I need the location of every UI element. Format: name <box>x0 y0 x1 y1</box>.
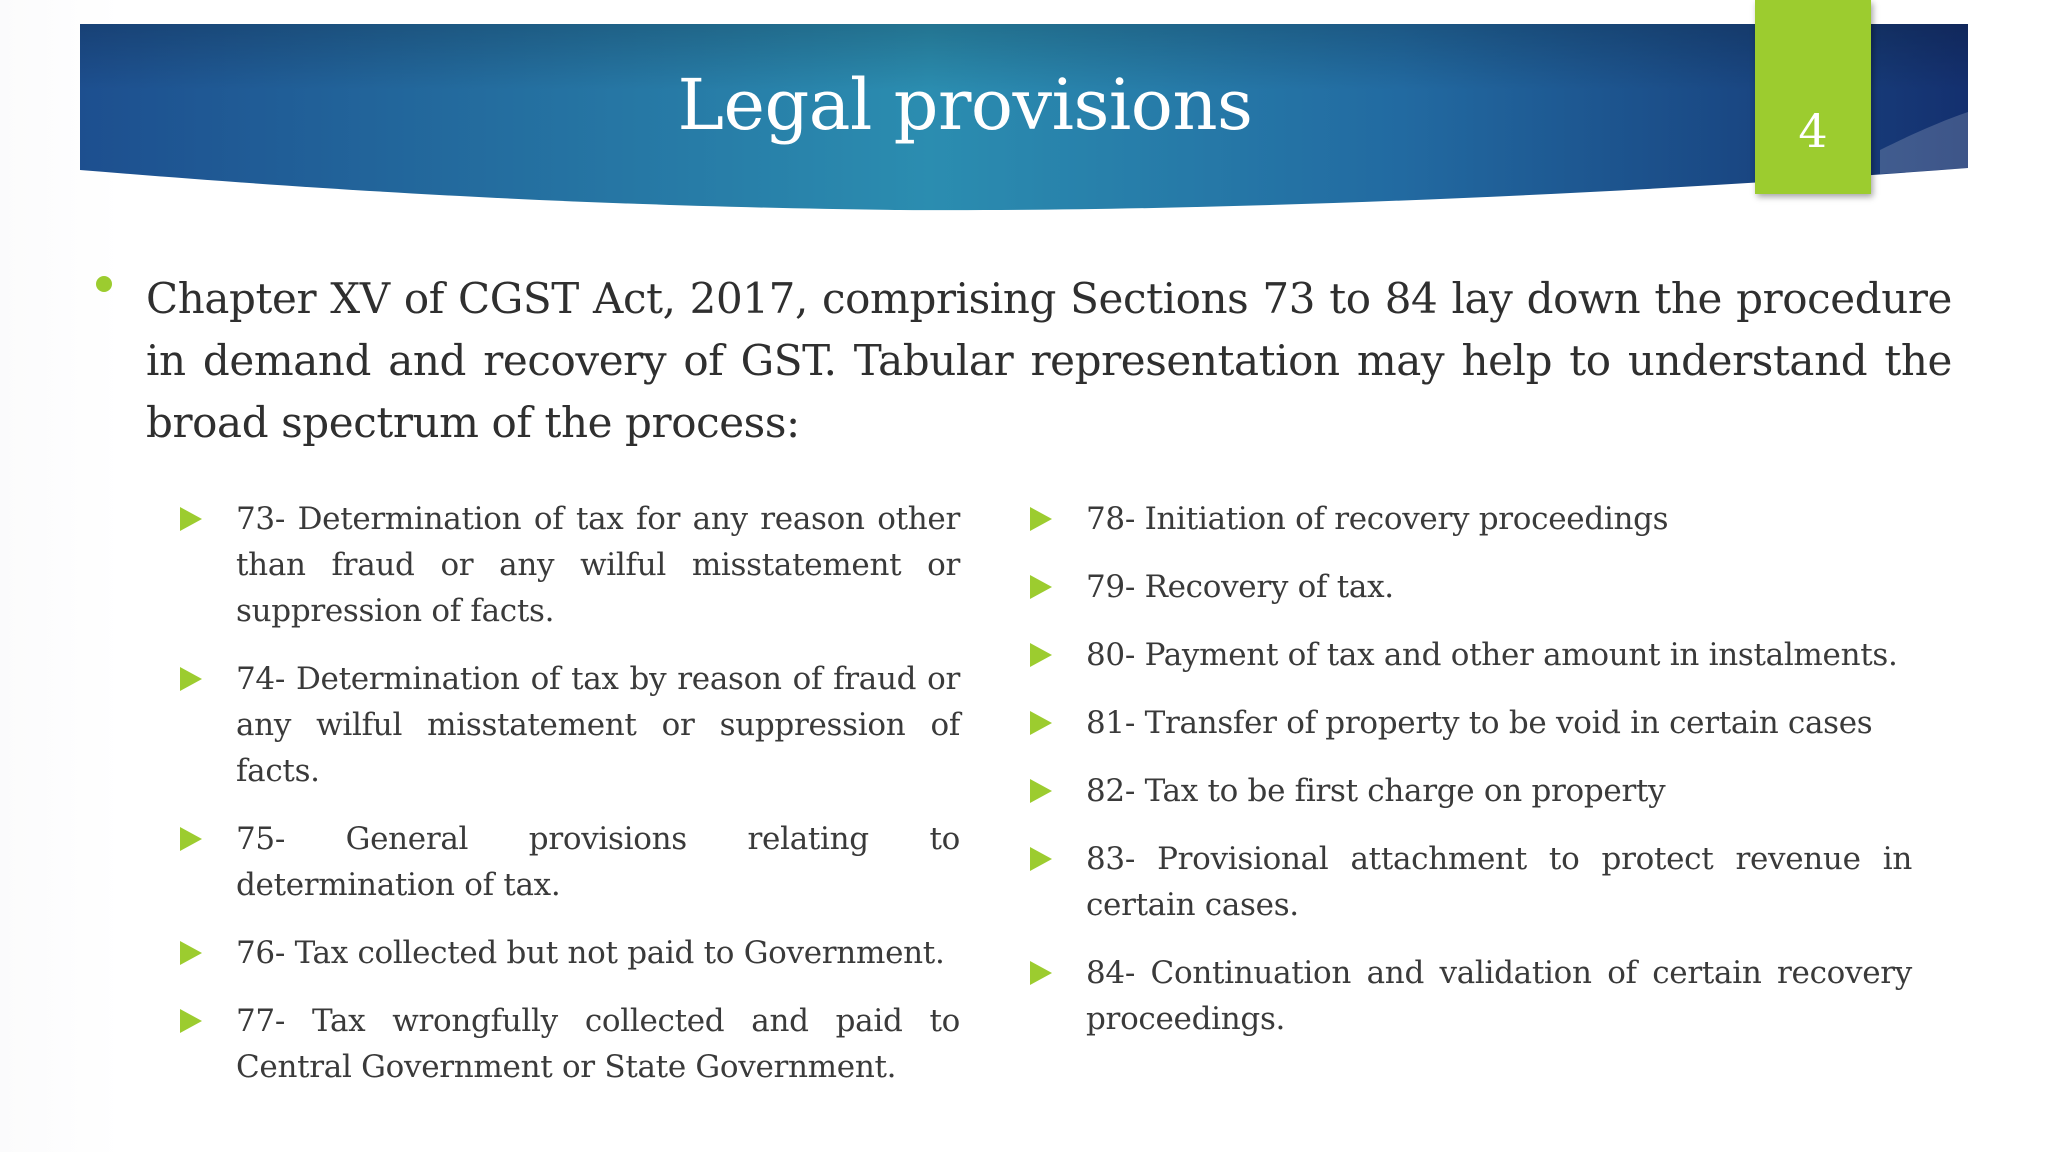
triangle-arrow-icon <box>180 827 202 851</box>
triangle-arrow-icon <box>1030 847 1052 871</box>
list-item-text: 84- Continuation and validation of certain recovery proceedings. <box>1086 955 1912 1037</box>
list-item-text: 82- Tax to be first charge on property <box>1086 773 1666 809</box>
list-item-text: 83- Provisional attachment to protect revenue in certain cases. <box>1086 841 1912 923</box>
list-item <box>180 998 960 1090</box>
triangle-arrow-icon <box>1030 711 1052 735</box>
intro-paragraph: Chapter XV of CGST Act, 2017, comprising Sections 73 to 84 lay down the procedure in demand and recovery of GST. Tabular representation may help to understand the broad spectrum of the process: <box>146 274 1952 447</box>
list-item-text: 78- Initiation of recovery proceedings <box>1086 501 1669 537</box>
list-item <box>180 656 960 794</box>
list-item <box>180 496 960 634</box>
slide-number: 4 <box>1798 104 1828 158</box>
sections-left-column <box>180 496 960 1112</box>
list-item <box>1030 632 1912 678</box>
list-item <box>1030 700 1912 746</box>
list-item-text: 77- Tax wrongfully collected and paid to Central Government or State Government. <box>236 1003 960 1085</box>
triangle-arrow-icon <box>1030 507 1052 531</box>
list-item <box>180 816 960 908</box>
triangle-arrow-icon <box>1030 779 1052 803</box>
list-item-text: 74- Determination of tax by reason of fraud or any wilful misstatement or suppression of facts. <box>236 661 960 789</box>
list-item-text: 75- General provisions relating to determination of tax. <box>236 821 960 903</box>
slide-number-badge <box>1755 0 1871 194</box>
triangle-arrow-icon <box>1030 961 1052 985</box>
list-item <box>1030 496 1912 542</box>
list-item <box>1030 836 1912 928</box>
list-item-text: 79- Recovery of tax. <box>1086 569 1394 605</box>
list-item <box>1030 950 1912 1042</box>
sections-right-column <box>1030 496 1912 1064</box>
triangle-arrow-icon <box>180 507 202 531</box>
list-item-text: 80- Payment of tax and other amount in instalments. <box>1086 637 1898 673</box>
triangle-arrow-icon <box>180 1009 202 1033</box>
list-item <box>180 930 960 976</box>
list-item <box>1030 768 1912 814</box>
list-item-text: 81- Transfer of property to be void in certain cases <box>1086 705 1873 741</box>
list-item <box>1030 564 1912 610</box>
page-title: Legal provisions <box>677 64 1253 146</box>
list-item-text: 73- Determination of tax for any reason other than fraud or any wilful misstatement or suppression of facts. <box>236 501 960 629</box>
triangle-arrow-icon <box>180 941 202 965</box>
triangle-arrow-icon <box>1030 643 1052 667</box>
triangle-arrow-icon <box>180 667 202 691</box>
triangle-arrow-icon <box>1030 575 1052 599</box>
list-item-text: 76- Tax collected but not paid to Government. <box>236 935 945 971</box>
round-bullet-icon <box>96 276 112 292</box>
